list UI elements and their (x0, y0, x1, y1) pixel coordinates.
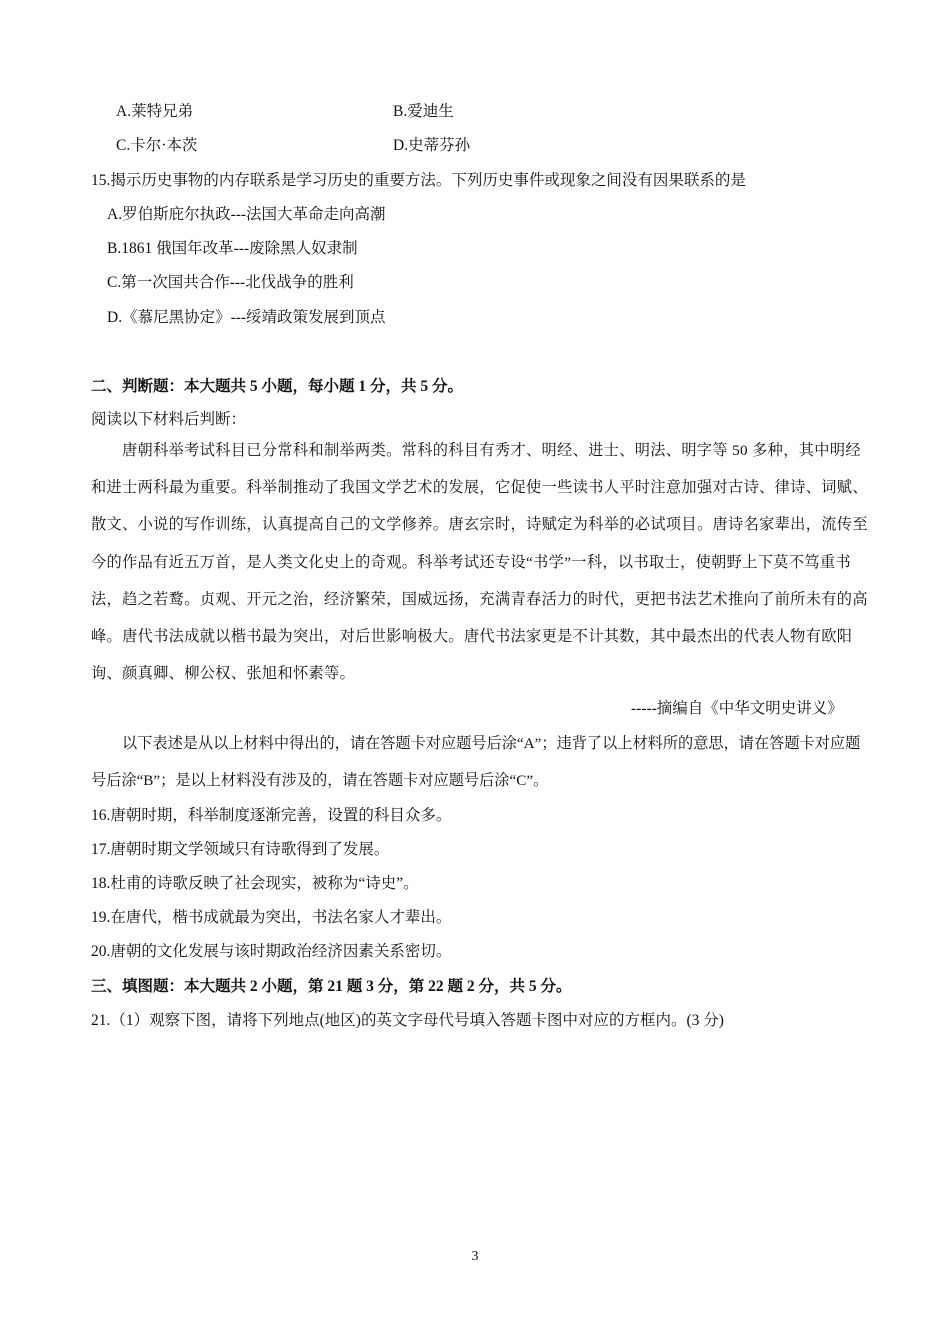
section2-heading: 二、判断题：本大题共 5 小题，每小题 1 分，共 5 分。 (91, 378, 464, 395)
question-16: 16.唐朝时期，科举制度逐渐完善，设置的科目众多。 (91, 807, 452, 824)
q15-option-d: D.《慕尼黑协定》---绥靖政策发展到顶点 (107, 309, 386, 326)
question-18: 18.杜甫的诗歌反映了社会现实，被称为“诗史”。 (91, 875, 419, 892)
q15-option-b: B.1861 俄国年改革---废除黑人奴隶制 (107, 240, 358, 257)
instruction-block (91, 725, 871, 799)
q14-option-b: B.爱迪生 (393, 103, 454, 120)
material-text: 唐朝科举考试科目已分常科和制举两类。常科的科目有秀才、明经、进士、明法、明字等 50 多种，其中明经和进士两科最为重要。科举制推动了我国文学艺术的发展，它促使一些读书人平时注意加强对古诗、律诗、词赋、散文、小说的写作训练，认真提高自己的文学修养。唐玄宗时，诗赋定为科举的必试项目。唐诗名家辈出，流传至今的作品有近五万首，是人类文化史上的奇观。科举考试还专设“书学”一科，以书取士，使朝野上下莫不笃重书法，趋之若鹜。贞观、开元之治，经济繁荣，国威远扬，充满青春活力的时代，更把书法艺术推向了前所未有的高峰。唐代书法成就以楷书最为突出，对后世影响极大。唐代书法家更是不计其数，其中最杰出的代表人物有欧阳询、颜真卿、柳公权、张旭和怀素等。 (91, 442, 868, 683)
question-20: 20.唐朝的文化发展与该时期政治经济因素关系密切。 (91, 943, 452, 960)
question-17: 17.唐朝时期文学领域只有诗歌得到了发展。 (91, 841, 390, 858)
material-source: -----摘编自《中华文明史讲义》 (631, 700, 843, 717)
section3-heading: 三、填图题：本大题共 2 小题，第 21 题 3 分，第 22 题 2 分，共 5 分。 (91, 978, 572, 995)
question-19: 19.在唐代，楷书成就最为突出，书法名家人才辈出。 (91, 909, 452, 926)
page-number: 3 (471, 1249, 479, 1264)
q15-option-c: C.第一次国共合作---北伐战争的胜利 (107, 274, 354, 291)
reading-material (91, 432, 871, 692)
section2-intro: 阅读以下材料后判断： (91, 411, 247, 428)
q14-option-c: C.卡尔·本茨 (116, 137, 198, 154)
question-21: 21.（1）观察下图，请将下列地点(地区)的英文字母代号填入答题卡图中对应的方框内。(3 分) (91, 1012, 724, 1029)
q14-option-d: D.史蒂芬孙 (393, 137, 471, 154)
q15-stem: 15.揭示历史事物的内存联系是学习历史的重要方法。下列历史事件或现象之间没有因果联系的是 (91, 172, 746, 189)
q14-option-a: A.莱特兄弟 (116, 103, 194, 120)
instruction-text: 以下表述是从以上材料中得出的，请在答题卡对应题号后涂“A”；违背了以上材料所的意思，请在答题卡对应题号后涂“B”；是以上材料没有涉及的，请在答题卡对应题号后涂“C”。 (91, 735, 861, 790)
q15-option-a: A.罗伯斯庇尔执政---法国大革命走向高潮 (107, 206, 386, 223)
